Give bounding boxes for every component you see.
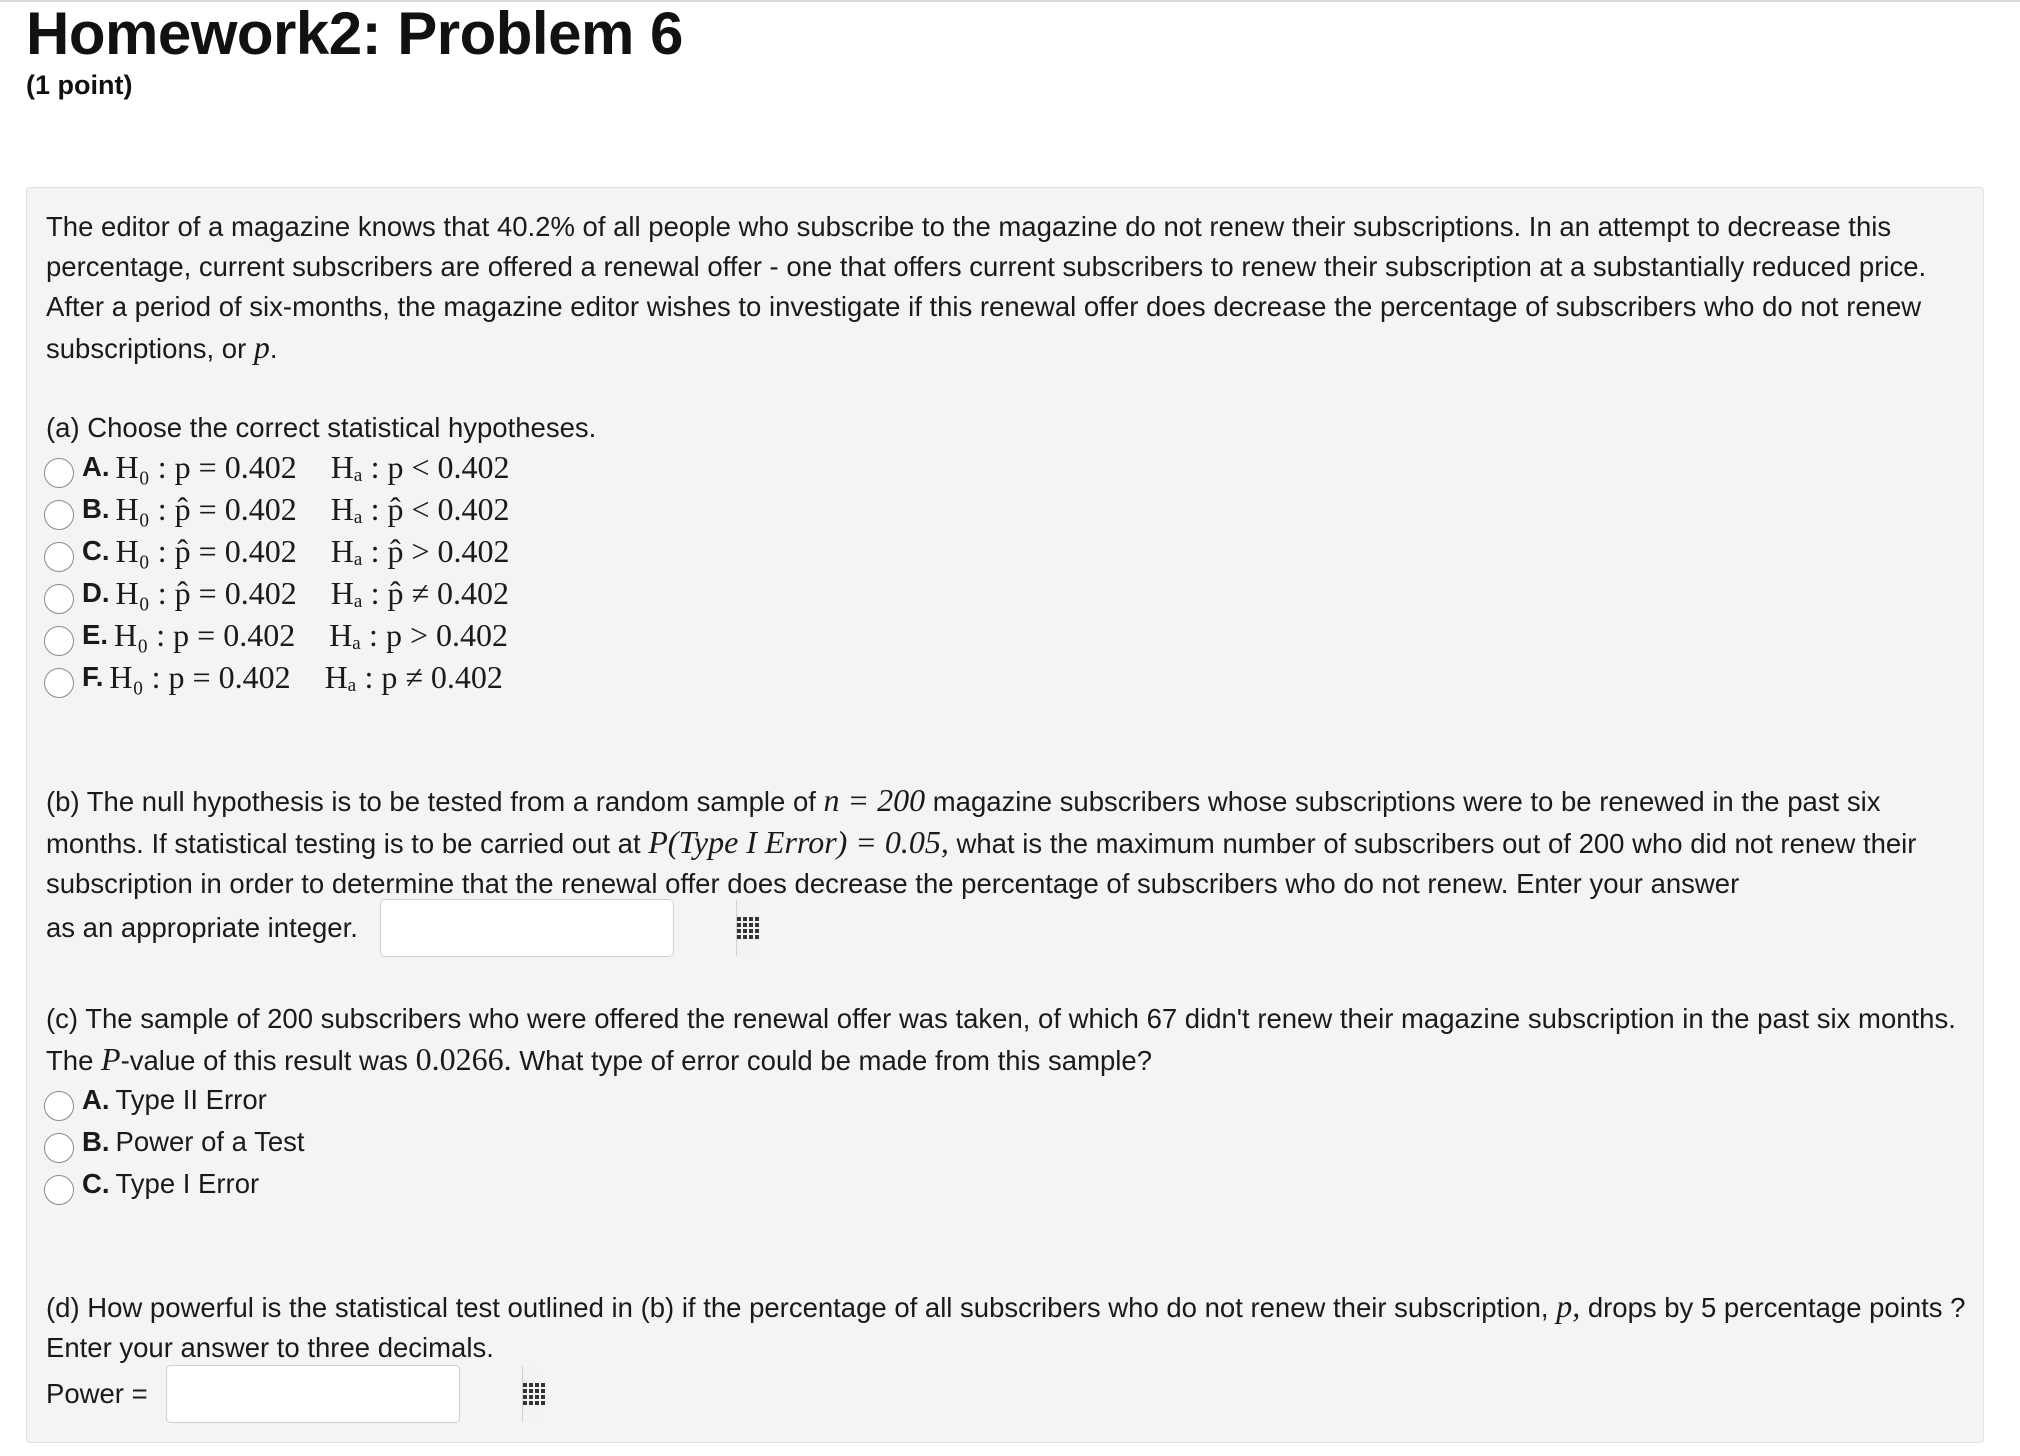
hypothesis-option-c[interactable]: C. H₀ : p̂ = 0.402 Hₐ : p̂ > 0.402 — [44, 530, 510, 572]
part-b-answer-box — [380, 899, 674, 957]
error-option-a[interactable]: A. Type II Error — [44, 1079, 267, 1121]
grid-icon — [523, 1383, 545, 1405]
part-b-instruction: as an appropriate integer. — [46, 912, 358, 943]
intro-text: The editor of a magazine knows that 40.2% of all people who subscribe to the magazine do not renew their subscriptions. In an attempt to decrease this percentage, current subscribers are offered a renewal offer - one that offers current subscribers to renew their subscription at a substantially reduced price. After a period of six-months, the magazine editor wishes to investigate if this renewal offer does decrease the percentage of subscribers who do not renew subscriptions, or p. — [46, 211, 1927, 365]
part-a-prompt: (a) Choose the correct statistical hypotheses. — [46, 412, 597, 443]
radio-button[interactable] — [44, 668, 74, 698]
power-answer-box — [166, 1365, 460, 1423]
part-d-text: (d) How powerful is the statistical test outlined in (b) if the percentage of all subscribers who do not renew their subscription, p, drops by 5 percentage points ? Enter your answer to three decimals. — [46, 1288, 1966, 1363]
hypothesis-option-b[interactable]: B. H₀ : p̂ = 0.402 Hₐ : p̂ < 0.402 — [44, 488, 510, 530]
radio-button[interactable] — [44, 1175, 74, 1205]
part-b-text: (b) The null hypothesis is to be tested from a random sample of n = 200 magazine subscribers whose subscriptions were to be renewed in the past six months. If statistical testing is to be carried out at P(Type I Error) = 0.05, what is the maximum number of subscribers out of 200 who did not renew their subscription in order to determine that the renewal offer does decrease the percentage of subscribers who do not renew. Enter your answer — [46, 782, 1917, 899]
page-title: Homework2: Problem 6 — [26, 0, 683, 67]
error-option-b[interactable]: B. Power of a Test — [44, 1121, 305, 1163]
radio-button[interactable] — [44, 1091, 74, 1121]
radio-button[interactable] — [44, 458, 74, 488]
power-label: Power = — [46, 1378, 148, 1409]
hypothesis-option-a[interactable]: A. H₀ : p = 0.402 Hₐ : p < 0.402 — [44, 446, 510, 488]
part-c-text: (c) The sample of 200 subscribers who were offered the renewal offer was taken, of which 67 didn't renew their magazine subscription in the past six months. The P-value of this result was 0.0266. What type of error could be made from this sample? — [46, 1003, 1956, 1077]
radio-button[interactable] — [44, 542, 74, 572]
grid-icon — [737, 917, 759, 939]
part-b-entry-button[interactable] — [736, 900, 759, 956]
hypothesis-option-f[interactable]: F. H₀ : p = 0.402 Hₐ : p ≠ 0.402 — [44, 656, 503, 698]
radio-button[interactable] — [44, 584, 74, 614]
part-b-answer-input[interactable] — [381, 900, 736, 956]
radio-button[interactable] — [44, 1133, 74, 1163]
hypothesis-option-e[interactable]: E. H₀ : p = 0.402 Hₐ : p > 0.402 — [44, 614, 508, 656]
radio-button[interactable] — [44, 626, 74, 656]
hypothesis-option-d[interactable]: D. H₀ : p̂ = 0.402 Hₐ : p̂ ≠ 0.402 — [44, 572, 509, 614]
error-option-c[interactable]: C. Type I Error — [44, 1163, 259, 1205]
power-answer-input[interactable] — [167, 1366, 522, 1422]
radio-button[interactable] — [44, 500, 74, 530]
power-entry-button[interactable] — [522, 1366, 545, 1422]
points-label: (1 point) — [26, 70, 133, 100]
